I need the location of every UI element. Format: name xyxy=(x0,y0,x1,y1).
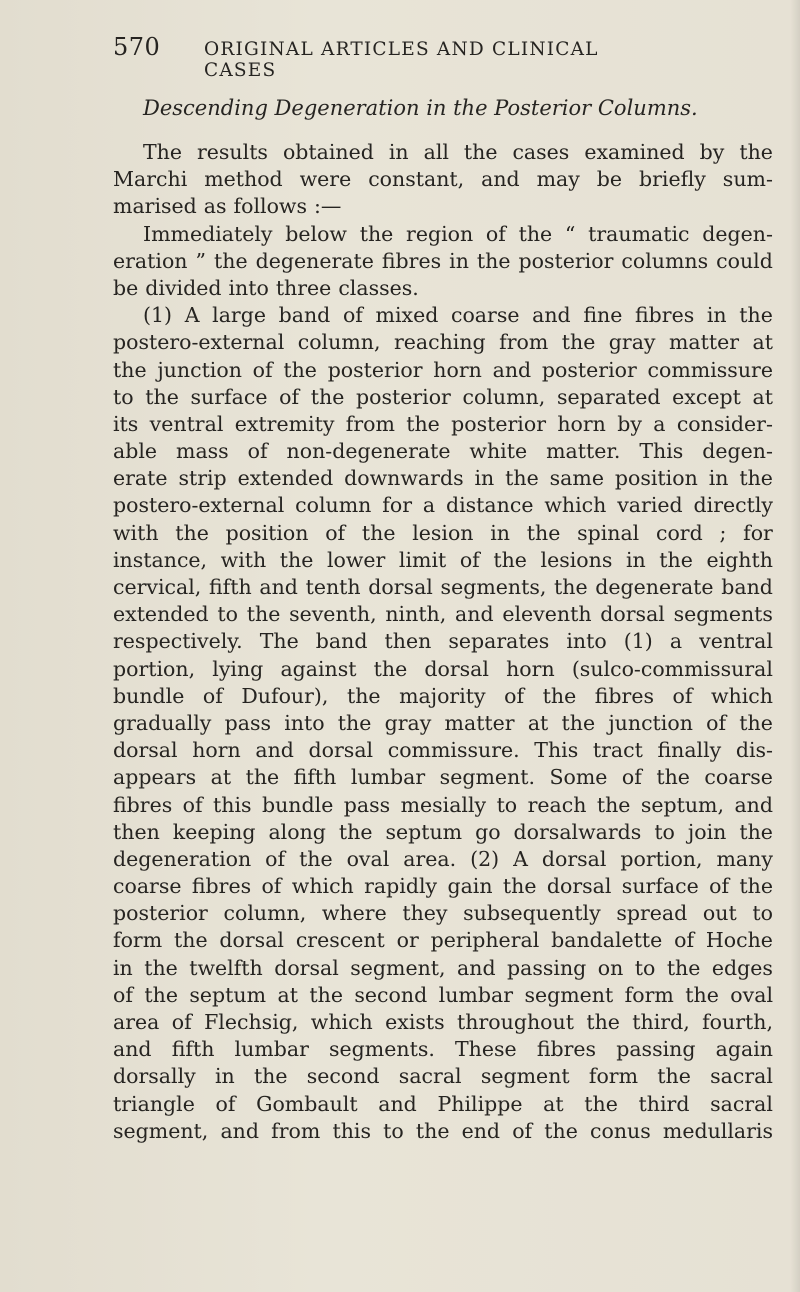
text-line: bundle of Dufour), the majority of the fibres of which xyxy=(113,683,773,708)
text-line: coarse fibres of which rapidly gain the dorsal surface of the xyxy=(113,874,773,899)
text-line: then keeping along the septum go dorsalwards to join the xyxy=(113,819,773,844)
text-line: its ventral extremity from the posterior horn by a consider- xyxy=(113,411,773,436)
text-line: marised as follows :— xyxy=(113,194,342,219)
text-line: postero-external column for a distance which varied directly xyxy=(113,493,773,518)
text-line: (1) A large band of mixed coarse and fine fibres in the xyxy=(143,303,773,328)
page-edge-shadow xyxy=(790,0,800,1292)
text-line: extended to the seventh, ninth, and eleventh dorsal segments xyxy=(113,602,773,627)
running-head-title: ORIGINAL ARTICLES AND CLINICAL CASES xyxy=(204,39,599,81)
text-line: form the dorsal crescent or peripheral bandalette of Hoche xyxy=(113,928,773,953)
text-line: dorsal horn and dorsal commissure. This tract finally dis- xyxy=(113,738,773,763)
text-line: appears at the fifth lumbar segment. Some of the coarse xyxy=(113,765,773,790)
text-line: the junction of the posterior horn and posterior commissure xyxy=(113,357,773,382)
text-line: and fifth lumbar segments. These fibres passing again xyxy=(113,1037,773,1062)
text-line: cervical, fifth and tenth dorsal segments, the degenerate band xyxy=(113,575,773,599)
text-line: portion, lying against the dorsal horn (sulco-commissural xyxy=(113,656,773,681)
text-line: with the position of the lesion in the spinal cord ; for xyxy=(113,520,773,545)
text-line: of the septum at the second lumbar segment form the oval xyxy=(113,982,773,1007)
text-line: degeneration of the oval area. (2) A dorsal portion, many xyxy=(113,846,773,871)
text-line: gradually pass into the gray matter at the junction of the xyxy=(113,710,773,735)
section-title: Descending Degeneration in the Posterior Columns. xyxy=(143,96,698,120)
text-line: area of Flechsig, which exists throughout the third, fourth, xyxy=(113,1010,773,1034)
text-line: respectively. The band then separates into (1) a ventral xyxy=(113,629,773,654)
text-line: Marchi method were constant, and may be briefly sum- xyxy=(113,167,773,192)
running-head xyxy=(113,33,673,81)
text-line: postero-external column, reaching from the gray matter at xyxy=(113,330,773,355)
text-line: eration ” the degenerate fibres in the posterior columns could xyxy=(113,248,773,273)
text-line: triangle of Gombault and Philippe at the third sacral xyxy=(113,1091,773,1116)
text-line: dorsally in the second sacral segment form the sacral xyxy=(113,1064,773,1089)
body-text xyxy=(113,139,773,1145)
text-line: erate strip extended downwards in the same position in the xyxy=(113,466,773,491)
text-line: able mass of non-degenerate white matter. This degen- xyxy=(113,439,773,464)
text-line: instance, with the lower limit of the lesions in the eighth xyxy=(113,547,773,572)
text-line: The results obtained in all the cases examined by the xyxy=(143,140,773,164)
text-line: segment, and from this to the end of the conus medullaris xyxy=(113,1118,773,1143)
text-line: posterior column, where they subsequently spread out to xyxy=(113,901,773,926)
text-line: to the surface of the posterior column, separated except at xyxy=(113,384,773,409)
text-line: fibres of this bundle pass mesially to reach the septum, and xyxy=(113,792,773,817)
text-line: Immediately below the region of the “ traumatic degen- xyxy=(143,221,773,246)
text-line: be divided into three classes. xyxy=(113,275,419,300)
text-line: in the twelfth dorsal segment, and passing on to the edges xyxy=(113,955,773,980)
page-number: 570 xyxy=(113,33,161,61)
